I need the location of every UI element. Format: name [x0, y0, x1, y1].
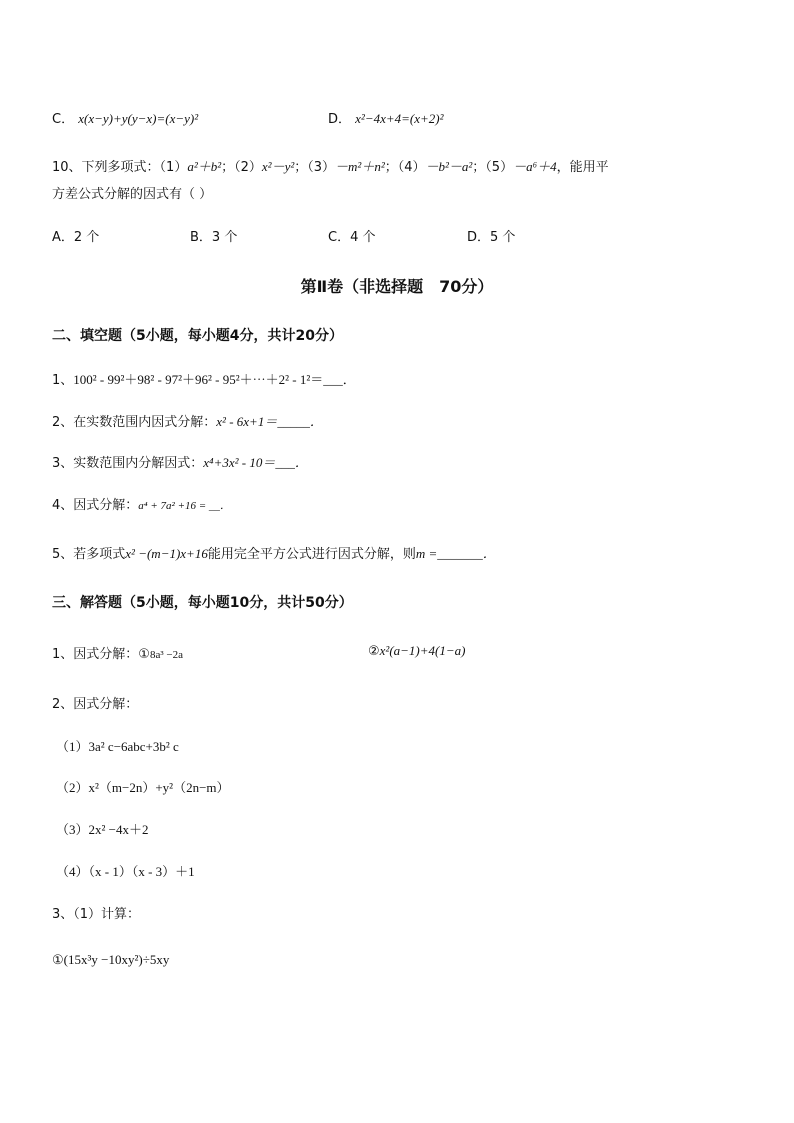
part2-q2-expr: x² - 6x+1＝_____．	[216, 414, 323, 429]
q10-option-b: B．3 个	[190, 230, 238, 245]
part3-q2-item2: （2）x²（m−2n）+y²（2n−m）	[56, 780, 230, 795]
q10-sep4: ；（5）	[472, 160, 514, 175]
part2-q5-label: 5、若多项式	[52, 547, 126, 562]
part2-q5-mid: 能用完全平方公式进行因式分解，则	[207, 547, 416, 562]
q10-sep2: ；（3）	[294, 160, 336, 175]
part2-q1-expr: 100² - 99²＋98² - 97²＋96² - 95²＋⋯＋2² - 1²＝___．	[73, 372, 356, 387]
part2-q5	[52, 543, 496, 562]
part2-q4	[52, 494, 231, 513]
q10-sep3: ；（4）	[384, 160, 426, 175]
q10-line1	[52, 156, 609, 175]
option-c	[52, 108, 198, 127]
q10-suffix: ，能用平	[556, 160, 609, 175]
q10-option-c: C．4 个	[328, 230, 376, 245]
part3-q2-item4: （4）（x - 1）（x - 3）＋1	[56, 864, 195, 879]
part2-q2	[52, 411, 323, 430]
part2-q2-label: 2、在实数范围内因式分解：	[52, 415, 217, 430]
section-title: 第Ⅱ卷（非选择题 70分）	[300, 277, 494, 296]
part3-q1-b-label: ②	[368, 644, 380, 659]
q10-item3: －m²＋n²	[335, 159, 385, 174]
part3-q1-expr-a: 8a³ −2a	[149, 649, 183, 661]
option-d	[328, 108, 444, 127]
part3-q2-item1: （1）3a² c−6abc+3b² c	[56, 739, 179, 754]
part2-q3	[52, 452, 308, 471]
part2-q4-label: 4、因式分解：	[52, 498, 139, 513]
part2-q5-expr: x² −(m−1)x+16	[125, 546, 208, 561]
q10-item2: x²－y²	[261, 159, 295, 174]
q10-item4: －b²－a²	[425, 159, 473, 174]
q10-option-a: A．2 个	[52, 230, 100, 245]
q10-line2: 方差公式分解的因式有（ ）	[52, 187, 213, 202]
part3-q1	[52, 643, 183, 662]
part2-q3-expr: x⁴+3x² - 10＝___．	[203, 455, 308, 470]
part2-q4-expr: a⁴ + 7a² +16 = __．	[138, 500, 231, 512]
part2-heading: 二、填空题（5小题，每小题4分，共计20分）	[52, 328, 343, 344]
part2-q1-label: 1、	[52, 373, 74, 388]
q10-prefix: 10、下列多项式：（1）	[52, 160, 188, 175]
part2-q5-end: m =_______．	[415, 546, 496, 561]
part3-q1-label: 1、因式分解：①	[52, 647, 150, 662]
part3-heading: 三、解答题（5小题，每小题10分，共计50分）	[52, 595, 353, 611]
q10-item1: a²＋b²	[187, 159, 222, 174]
option-c-expr: x(x−y)+y(y−x)=(x−y)²	[78, 111, 199, 126]
part3-q3-label: 3、（1）计算：	[52, 907, 141, 922]
part3-q3-expr: ①(15x³y −10xy²)÷5xy	[52, 952, 170, 967]
part3-q2-item3: （3）2x² −4x＋2	[56, 822, 149, 837]
part3-q1-expr-b: x²(a−1)+4(1−a)	[379, 643, 466, 658]
part3-q2-label: 2、因式分解：	[52, 697, 139, 712]
q10-option-d: D．5 个	[467, 230, 516, 245]
q10-item5: －a⁶＋4	[513, 159, 557, 174]
option-c-label: C．	[52, 112, 75, 127]
part2-q1	[52, 369, 356, 388]
part3-q1-b	[368, 643, 465, 659]
part2-q3-label: 3、实数范围内分解因式：	[52, 456, 204, 471]
option-d-expr: x²−4x+4=(x+2)²	[355, 111, 444, 126]
option-d-label: D．	[328, 112, 352, 127]
q10-sep1: ；（2）	[221, 160, 262, 175]
